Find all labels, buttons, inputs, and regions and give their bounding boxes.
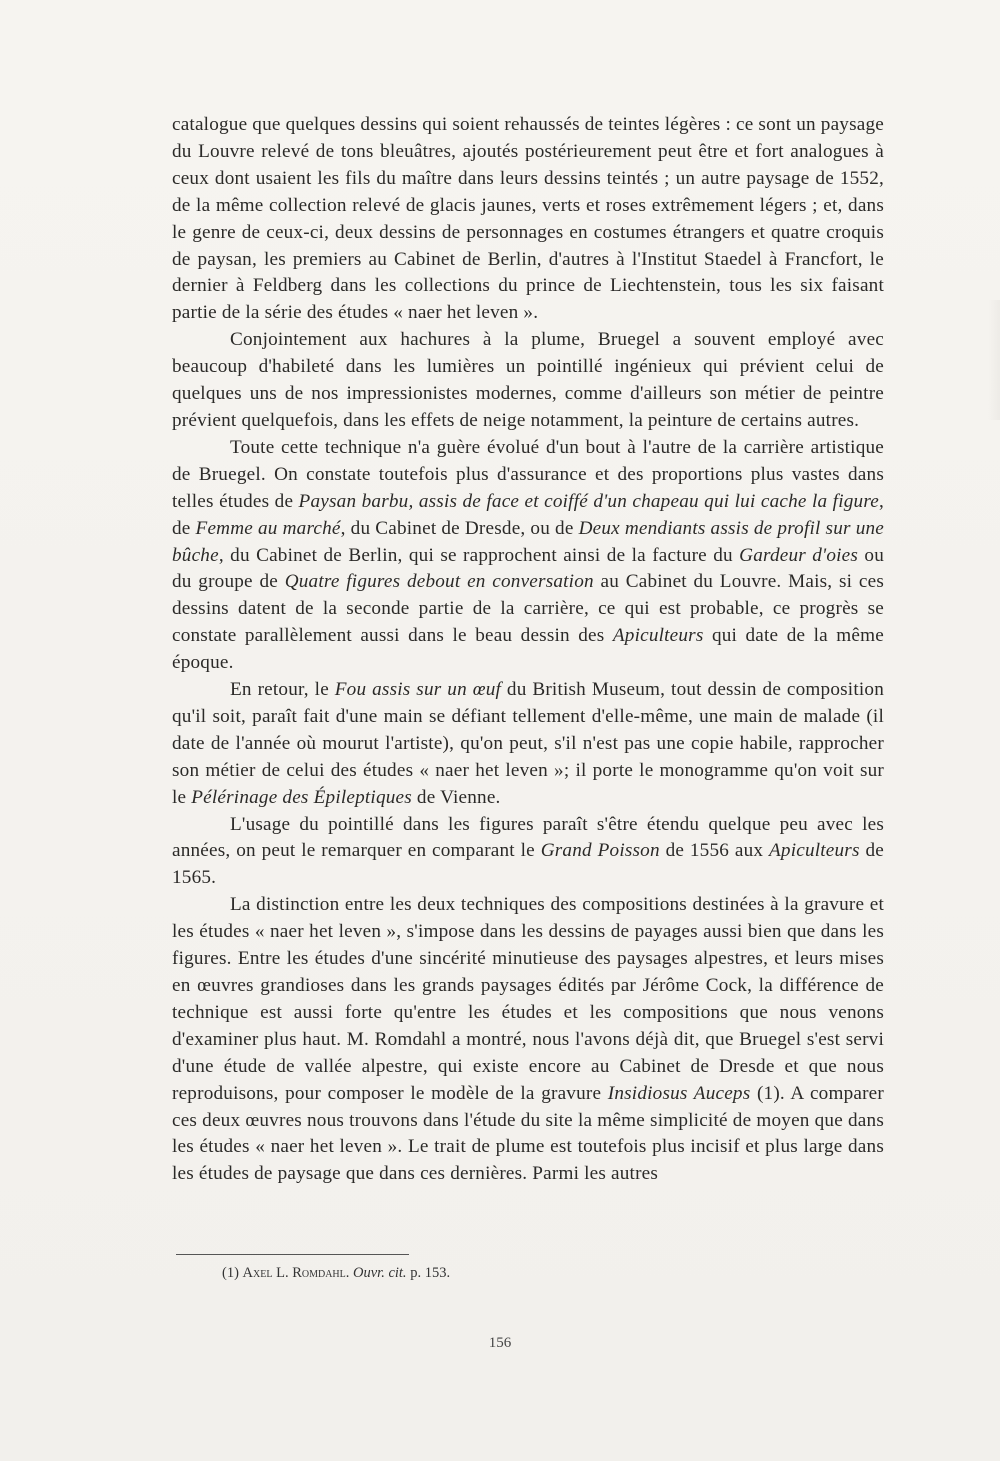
footnote-number: (1)	[222, 1265, 243, 1281]
text-run: , du Cabinet de Berlin, qui se rapprochent ainsi de la facture du	[218, 544, 740, 566]
artwork-title: Fou assis sur un œuf	[334, 679, 502, 701]
text-run: du British Museum, tout dessin de composition qu'il soit, paraît fait d'une main se défiant tellement d'elle-même, une main de malade (il date de l'année où mourut l'artiste), qu'on peut, s'il n'est pas une copie habile, rapprocher son métier de celui des études « naer het leven »; il porte le monogramme qu'on voit sur le	[172, 679, 884, 808]
artwork-title: Paysan barbu, assis de face et coiffé d'un chapeau qui lui cache la figure	[298, 490, 879, 512]
text-run: de Vienne.	[411, 786, 501, 808]
footnote	[222, 1264, 450, 1282]
footnote-author: Axel L. Romdahl	[242, 1265, 346, 1281]
text-run: (1). A comparer ces deux œuvres nous trouvons dans l'étude du site la même simplicité de moyen que dans les études « naer het leven ». Le trait de plume est toutefois plus incisif et plus large dans les études de paysage que dans ces dernières. Parmi les autres	[172, 1082, 884, 1185]
artwork-title: Apiculteurs	[768, 840, 860, 862]
artwork-title: Femme au marché	[195, 517, 341, 539]
footnote-work: Ouvr. cit.	[353, 1265, 407, 1281]
text-run: En retour, le	[230, 679, 335, 701]
paragraph-1: catalogue que quelques dessins qui soient rehaussés de teintes légères : ce sont un paysage du Louvre relevé de tons bleuâtres, ajoutés postérieurement peut être et fort analogues à ceux dont usaient les fils du maître dans leurs dessins teintés ; un autre paysage de 1552, de la même collection relevé de glacis jaunes, verts et roses extrêmement légers ; et, dans le genre de ceux-ci, deux dessins de personnages en costumes étrangers et quatre croquis de paysan, les premiers au Cabinet de Berlin, d'autres à l'Institut Staedel à Francfort, le dernier à Feldberg dans les collections du prince de Liechtenstein, tous les six faisant partie de la série des études « naer het leven ».	[172, 114, 884, 324]
text-run: , du Cabinet de Dresde, ou de	[340, 517, 579, 539]
paragraph-4	[172, 677, 884, 812]
text-run: , de	[172, 490, 884, 539]
text-run: qui date de la même époque.	[172, 625, 884, 674]
text-run: L'usage du pointillé dans les figures paraît s'être étendu quelque peu avec les années, on peut le remarquer en comparant le	[172, 813, 884, 862]
artwork-title: Quatre figures debout en conversation	[284, 571, 594, 593]
footnote-divider	[176, 1254, 409, 1255]
text-run: de 1565.	[172, 840, 884, 889]
artwork-title: Pélérinage des Épileptiques	[191, 786, 412, 808]
artwork-title: Grand Poisson	[540, 840, 660, 862]
artwork-title: Insidiosus Auceps	[607, 1082, 751, 1104]
text-run: Toute cette technique n'a guère évolué d'un bout à l'autre de la carrière artistique de Bruegel. On constate toutefois plus d'assurance et des proportions plus vastes dans telles études de	[172, 436, 884, 512]
artwork-title: Gardeur d'oies	[739, 544, 859, 566]
artwork-title: Deux mendiants assis de profil sur une bûche	[172, 517, 884, 566]
artwork-title: Apiculteurs	[612, 625, 704, 647]
text-run: La distinction entre les deux techniques des compositions destinées à la gravure et les études « naer het leven », s'impose dans les dessins de payages aussi bien que dans les figures. Entre les études d'une sincérité minutieuse des paysages alpestres, et leurs mises en œuvres grandioses dans les grands paysages édités par Jérôme Cock, la différence de technique est aussi forte qu'entre les études et les compositions que nous venons d'examiner plus haut. M. Romdahl a montré, nous l'avons déjà dit, que Bruegel s'est servi d'une étude de vallée alpestre, qui existe encore au Cabinet de Dresde et que nous reproduisons, pour composer le modèle de la gravure	[172, 894, 884, 1104]
paragraph-6	[172, 892, 884, 1188]
text-run: ou du groupe de	[172, 544, 884, 593]
page-number: 156	[488, 1335, 512, 1351]
paragraph-3	[172, 435, 884, 677]
paragraph-2: Conjointement aux hachures à la plume, Bruegel a souvent employé avec beaucoup d'habileté dans les lumières un pointillé ingénieux qui prévient celui de quelques uns de nos impressionistes modernes, comme d'ailleurs son métier de peintre prévient quelquefois, dans les effets de neige notamment, la peinture de certains autres.	[172, 329, 884, 431]
body-text	[172, 112, 884, 1188]
text-run: au Cabinet du Louvre. Mais, si ces dessins datent de la seconde partie de la carrière, ce qui est probable, ce progrès se constate parallèlement aussi dans le beau dessin des	[172, 571, 884, 647]
footnote-page: p. 153.	[406, 1265, 451, 1281]
text-run: .	[345, 1265, 353, 1281]
text-run: de 1556 aux	[659, 840, 769, 862]
paragraph-5	[172, 812, 884, 893]
edge-shadow	[988, 300, 1000, 420]
